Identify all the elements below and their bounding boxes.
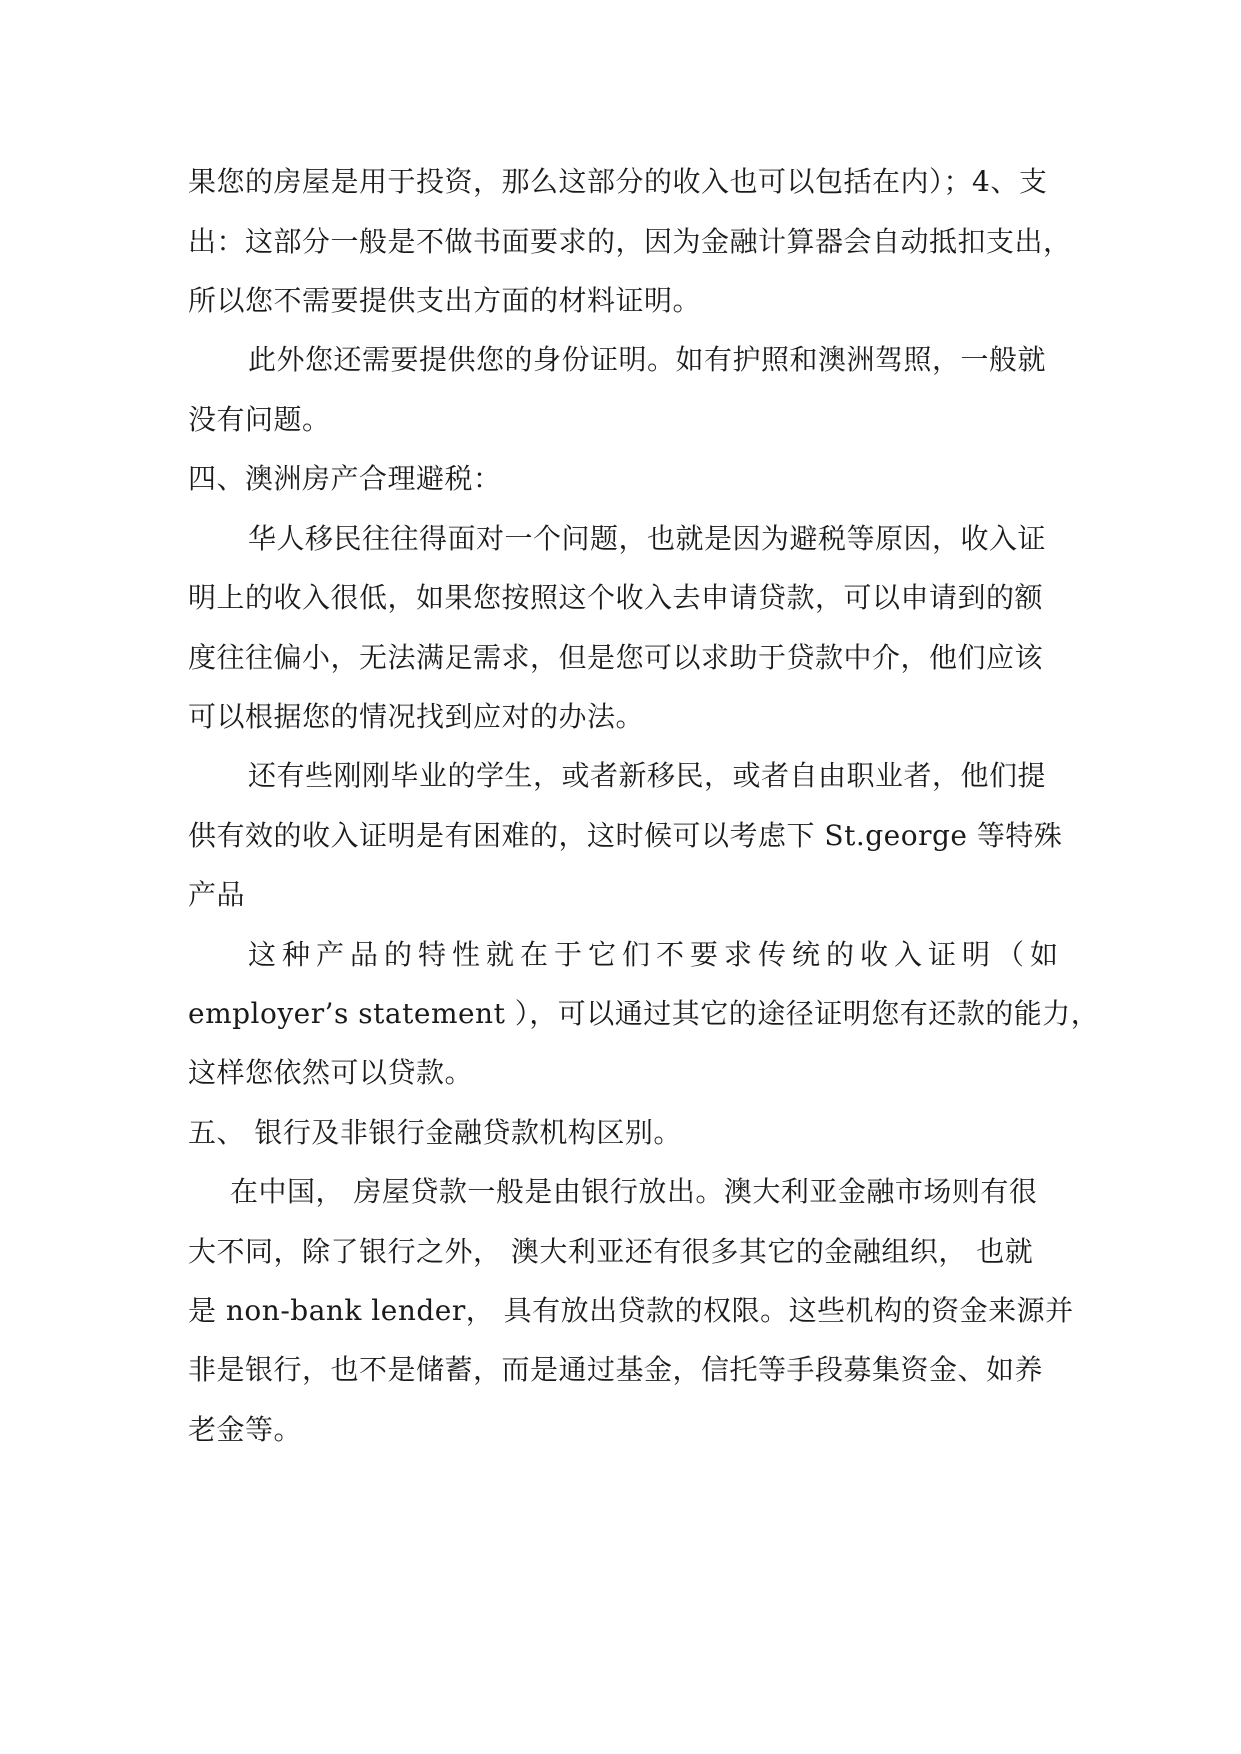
section-heading: 五、 银行及非银行金融贷款机构区别。 [188,1116,682,1149]
text-line: 果您的房屋是用于投资，那么这部分的收入也可以包括在内）；4、支 [188,165,1048,198]
text-line: 华人移民往往得面对一个问题，也就是因为避税等原因，收入证 [248,522,1047,555]
text-line: 大不同，除了银行之外， 澳大利亚还有很多其它的金融组织， 也就 [188,1235,1034,1268]
text-line: 可以根据您的情况找到应对的办法。 [188,700,645,733]
text-line: 没有问题。 [188,403,331,436]
text-line: 在中国， 房屋贷款一般是由银行放出。澳大利亚金融市场则有很 [230,1175,1038,1208]
text-line: 这种产品的特性就在于它们不要求传统的收入证明（如 [248,938,1065,971]
section-heading: 四、澳洲房产合理避税： [188,462,502,495]
text-line: 还有些刚刚毕业的学生，或者新移民，或者自由职业者，他们提 [248,759,1047,792]
text-line: 是 non-bank lender， 具有放出贷款的权限。这些机构的资金来源并 [188,1294,1074,1327]
text-line: 此外您还需要提供您的身份证明。如有护照和澳洲驾照，一般就 [248,343,1047,376]
text-line: employer’s statement ），可以通过其它的途径证明您有还款的能力， [188,997,1100,1030]
text-line: 所以您不需要提供支出方面的材料证明。 [188,284,702,317]
text-line: 明上的收入很低，如果您按照这个收入去申请贷款，可以申请到的额 [188,581,1044,614]
text-line: 非是银行，也不是储蓄，而是通过基金，信托等手段募集资金、如养 [188,1353,1044,1386]
text-line: 这样您依然可以贷款。 [188,1056,474,1089]
text-line: 产品 [188,878,246,911]
text-line: 出：这部分一般是不做书面要求的，因为金融计算器会自动抵扣支出， [188,225,1072,258]
text-line: 供有效的收入证明是有困难的，这时候可以考虑下 St.george 等特殊 [188,819,1063,852]
text-line: 度往往偏小，无法满足需求，但是您可以求助于贷款中介，他们应该 [188,641,1044,674]
text-line: 老金等。 [188,1413,303,1446]
